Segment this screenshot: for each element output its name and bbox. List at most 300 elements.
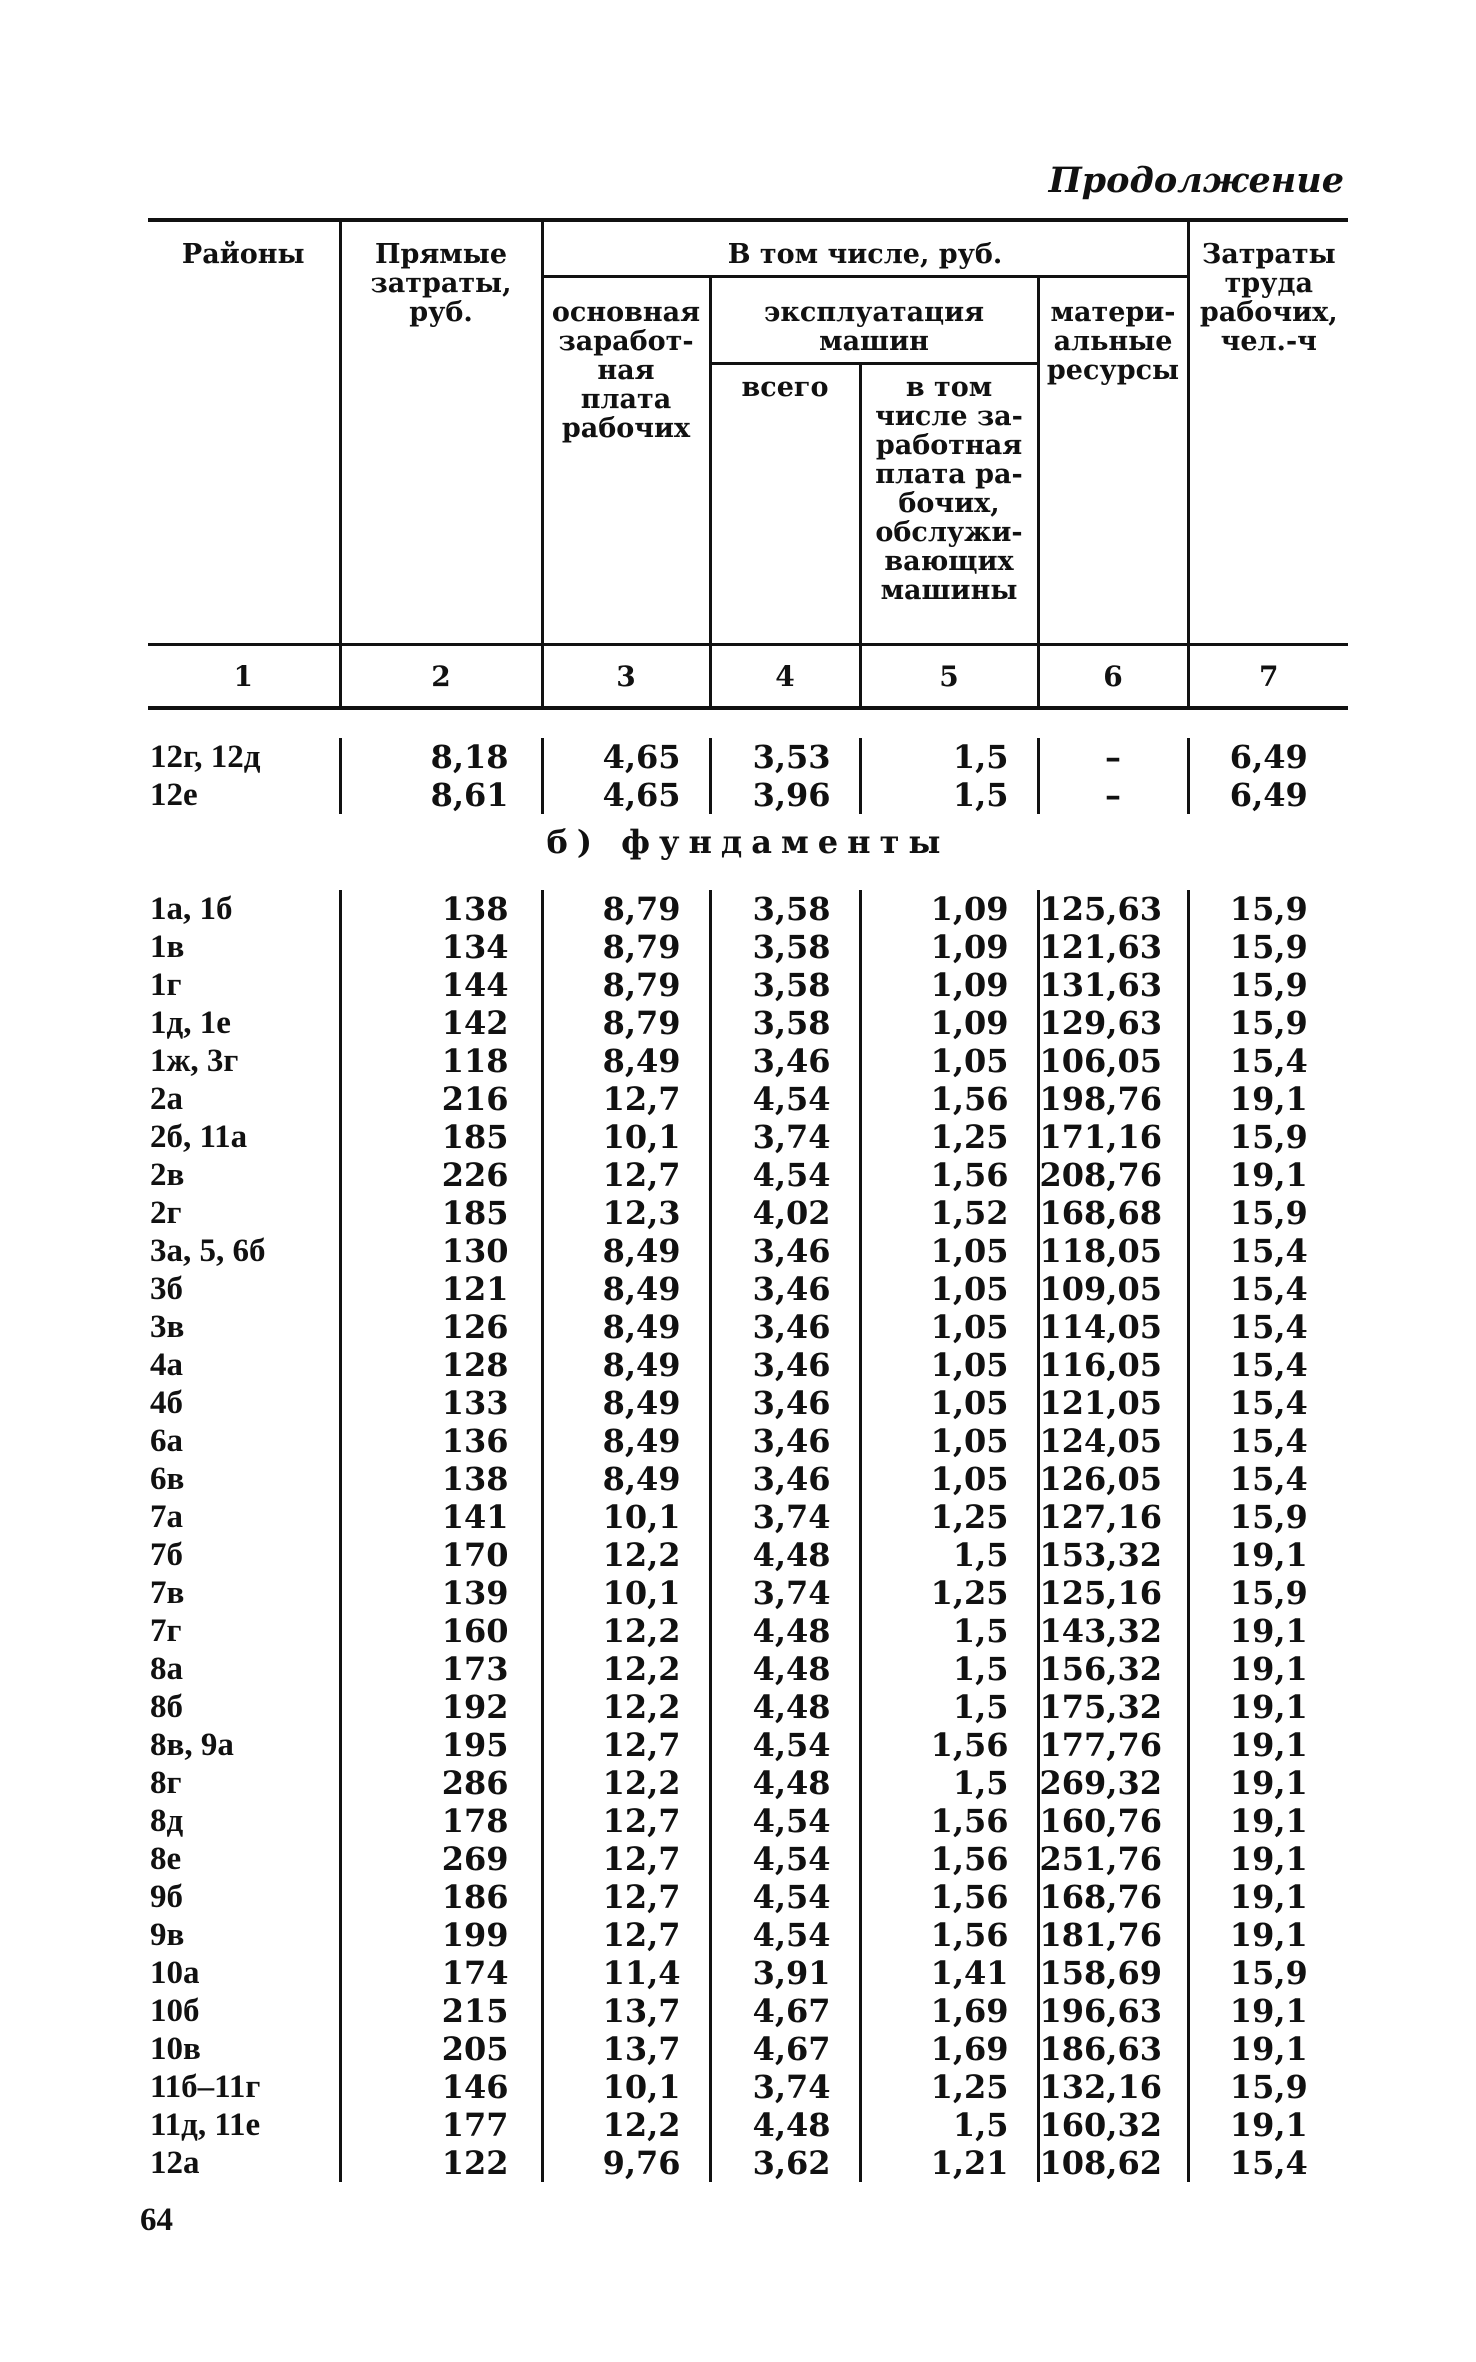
- cell-direct-cost: 185: [340, 1194, 542, 1232]
- cell-labor-hours: 19,1: [1188, 1992, 1348, 2030]
- cell-labor-hours: 19,1: [1188, 1080, 1348, 1118]
- cell-machine-wage: 1,5: [860, 1764, 1038, 1802]
- cell-region: 12е: [150, 777, 198, 813]
- page-number: 64: [140, 2202, 173, 2238]
- cell-materials: 131,63: [1038, 966, 1188, 1004]
- cell-machine-total: 4,48: [710, 1536, 860, 1574]
- cell-labor-hours: 19,1: [1188, 1536, 1348, 1574]
- cell-machine-wage: 1,05: [860, 1308, 1038, 1346]
- cell-region: 7г: [150, 1613, 182, 1649]
- cell-labor-hours: 15,4: [1188, 1346, 1348, 1384]
- cell-materials: 168,76: [1038, 1878, 1188, 1916]
- cell-machine-total: 3,58: [710, 966, 860, 1004]
- cell-base-wage: 8,79: [542, 928, 710, 966]
- cell-machine-wage: 1,05: [860, 1346, 1038, 1384]
- cell-region: 2а: [150, 1081, 183, 1117]
- cell-machine-wage: 1,5: [860, 776, 1038, 814]
- cell-base-wage: 12,7: [542, 1080, 710, 1118]
- cell-base-wage: 12,7: [542, 1802, 710, 1840]
- cell-labor-hours: 19,1: [1188, 1612, 1348, 1650]
- cell-region: 11б–11г: [150, 2069, 261, 2105]
- cell-machine-total: 3,46: [710, 1384, 860, 1422]
- cell-materials: 132,16: [1038, 2068, 1188, 2106]
- cell-direct-cost: 173: [340, 1650, 542, 1688]
- cell-region: 2в: [150, 1157, 185, 1193]
- cell-base-wage: 8,49: [542, 1384, 710, 1422]
- cell-labor-hours: 15,4: [1188, 2144, 1348, 2182]
- cell-region: 1в: [150, 929, 185, 965]
- cell-machine-total: 4,02: [710, 1194, 860, 1232]
- cell-materials: 114,05: [1038, 1308, 1188, 1346]
- cell-base-wage: 12,2: [542, 1650, 710, 1688]
- cell-base-wage: 12,3: [542, 1194, 710, 1232]
- cell-base-wage: 10,1: [542, 1118, 710, 1156]
- cell-direct-cost: 195: [340, 1726, 542, 1764]
- cell-labor-hours: 19,1: [1188, 1916, 1348, 1954]
- cell-region: 6а: [150, 1423, 183, 1459]
- cell-labor-hours: 15,9: [1188, 928, 1348, 966]
- table-row: [148, 966, 1348, 1004]
- cell-machine-wage: 1,56: [860, 1802, 1038, 1840]
- cell-materials: 121,63: [1038, 928, 1188, 966]
- cell-region: 8г: [150, 1765, 182, 1801]
- cell-machine-total: 4,67: [710, 1992, 860, 2030]
- cell-materials: 269,32: [1038, 1764, 1188, 1802]
- cell-machine-wage: 1,09: [860, 1004, 1038, 1042]
- cell-labor-hours: 6,49: [1188, 776, 1348, 814]
- cell-materials: 181,76: [1038, 1916, 1188, 1954]
- cell-machine-wage: 1,05: [860, 1042, 1038, 1080]
- cell-materials: 160,76: [1038, 1802, 1188, 1840]
- header-materials: матери-альные ресурсы: [1038, 277, 1188, 645]
- cell-machine-total: 3,53: [710, 738, 860, 776]
- cell-labor-hours: 15,4: [1188, 1270, 1348, 1308]
- cell-materials: 208,76: [1038, 1156, 1188, 1194]
- cell-machine-wage: 1,05: [860, 1384, 1038, 1422]
- cell-base-wage: 10,1: [542, 2068, 710, 2106]
- cell-machine-total: 3,58: [710, 928, 860, 966]
- cell-machine-total: 4,54: [710, 1840, 860, 1878]
- cell-machine-wage: 1,05: [860, 1270, 1038, 1308]
- cell-materials: –: [1038, 776, 1188, 814]
- cell-materials: 143,32: [1038, 1612, 1188, 1650]
- cell-direct-cost: 142: [340, 1004, 542, 1042]
- cell-materials: 125,63: [1038, 890, 1188, 928]
- cell-direct-cost: 133: [340, 1384, 542, 1422]
- cell-direct-cost: 192: [340, 1688, 542, 1726]
- cell-base-wage: 8,49: [542, 1232, 710, 1270]
- table-row: [148, 1878, 1348, 1916]
- section-title: б) фундаменты: [546, 823, 950, 861]
- cell-labor-hours: 19,1: [1188, 1802, 1348, 1840]
- cell-machine-total: 3,91: [710, 1954, 860, 1992]
- table-row: [148, 1118, 1348, 1156]
- cell-base-wage: 12,2: [542, 1764, 710, 1802]
- cell-machine-total: 4,48: [710, 1764, 860, 1802]
- cell-materials: 168,68: [1038, 1194, 1188, 1232]
- cell-base-wage: 12,2: [542, 1688, 710, 1726]
- table-row: [148, 1764, 1348, 1802]
- col-number: 7: [1188, 645, 1348, 709]
- cell-region: 2б, 11а: [150, 1119, 248, 1155]
- cell-direct-cost: 136: [340, 1422, 542, 1460]
- cell-labor-hours: 15,4: [1188, 1308, 1348, 1346]
- cell-labor-hours: 15,9: [1188, 1498, 1348, 1536]
- cell-materials: 106,05: [1038, 1042, 1188, 1080]
- cell-machine-wage: 1,56: [860, 1080, 1038, 1118]
- col-number: 4: [710, 645, 860, 709]
- cell-machine-total: 4,48: [710, 2106, 860, 2144]
- table-row: [148, 2030, 1348, 2068]
- col-number: 5: [860, 645, 1038, 709]
- cell-materials: 127,16: [1038, 1498, 1188, 1536]
- cell-machine-wage: 1,25: [860, 1118, 1038, 1156]
- cell-machine-wage: 1,05: [860, 1232, 1038, 1270]
- cell-machine-total: 3,74: [710, 2068, 860, 2106]
- cell-machine-wage: 1,09: [860, 890, 1038, 928]
- cell-materials: 158,69: [1038, 1954, 1188, 1992]
- col-number: 6: [1038, 645, 1188, 709]
- cell-machine-wage: 1,05: [860, 1422, 1038, 1460]
- cell-machine-wage: 1,56: [860, 1840, 1038, 1878]
- header-labor-costs: Затраты труда рабочих, чел.-ч: [1188, 220, 1348, 645]
- cell-machine-total: 3,74: [710, 1498, 860, 1536]
- cell-machine-wage: 1,25: [860, 2068, 1038, 2106]
- cell-direct-cost: 215: [340, 1992, 542, 2030]
- cell-machine-total: 3,96: [710, 776, 860, 814]
- cell-labor-hours: 15,9: [1188, 1574, 1348, 1612]
- table-row: [148, 1004, 1348, 1042]
- table-row: [148, 1916, 1348, 1954]
- cell-machine-wage: 1,41: [860, 1954, 1038, 1992]
- cell-region: 8д: [150, 1803, 184, 1839]
- cell-materials: 108,62: [1038, 2144, 1188, 2182]
- col-number: 1: [148, 645, 340, 709]
- cell-machine-total: 4,54: [710, 1156, 860, 1194]
- cell-machine-wage: 1,5: [860, 1688, 1038, 1726]
- cell-base-wage: 12,7: [542, 1878, 710, 1916]
- cell-direct-cost: 146: [340, 2068, 542, 2106]
- cell-region: 8б: [150, 1689, 183, 1725]
- cell-region: 10б: [150, 1993, 200, 2029]
- cell-direct-cost: 128: [340, 1346, 542, 1384]
- cell-materials: 171,16: [1038, 1118, 1188, 1156]
- cell-machine-total: 3,46: [710, 1422, 860, 1460]
- cell-labor-hours: 19,1: [1188, 1726, 1348, 1764]
- cell-base-wage: 9,76: [542, 2144, 710, 2182]
- cell-materials: 198,76: [1038, 1080, 1188, 1118]
- table-row: [148, 1460, 1348, 1498]
- cell-direct-cost: 8,61: [340, 776, 542, 814]
- table-row: [148, 2106, 1348, 2144]
- cell-machine-total: 3,74: [710, 1574, 860, 1612]
- cell-machine-total: 3,46: [710, 1232, 860, 1270]
- cell-machine-wage: 1,09: [860, 966, 1038, 1004]
- table-row: [148, 1232, 1348, 1270]
- cell-labor-hours: 19,1: [1188, 2030, 1348, 2068]
- cell-machine-total: 4,54: [710, 1802, 860, 1840]
- cell-base-wage: 4,65: [542, 776, 710, 814]
- cell-materials: 116,05: [1038, 1346, 1188, 1384]
- cell-direct-cost: 170: [340, 1536, 542, 1574]
- cell-base-wage: 13,7: [542, 2030, 710, 2068]
- cell-materials: 121,05: [1038, 1384, 1188, 1422]
- cell-labor-hours: 6,49: [1188, 738, 1348, 776]
- cell-labor-hours: 15,4: [1188, 1384, 1348, 1422]
- cell-machine-total: 3,46: [710, 1308, 860, 1346]
- table-row: [148, 1080, 1348, 1118]
- table-row: [148, 1688, 1348, 1726]
- cell-materials: 124,05: [1038, 1422, 1188, 1460]
- cell-region: 7в: [150, 1575, 185, 1611]
- table-header: [148, 220, 1348, 708]
- cell-region: 10а: [150, 1955, 200, 1991]
- cell-region: 4б: [150, 1385, 183, 1421]
- cell-base-wage: 12,2: [542, 1536, 710, 1574]
- cell-region: 1г: [150, 967, 182, 1003]
- cell-labor-hours: 15,9: [1188, 2068, 1348, 2106]
- cell-labor-hours: 15,9: [1188, 1954, 1348, 1992]
- cell-direct-cost: 199: [340, 1916, 542, 1954]
- cell-region: 3а, 5, 6б: [150, 1233, 266, 1269]
- section-a-body: [148, 708, 1348, 814]
- cell-direct-cost: 139: [340, 1574, 542, 1612]
- cell-machine-total: 3,58: [710, 890, 860, 928]
- cell-labor-hours: 15,9: [1188, 890, 1348, 928]
- table-row: [148, 1498, 1348, 1536]
- table-row: [148, 1422, 1348, 1460]
- cell-direct-cost: 138: [340, 890, 542, 928]
- cell-materials: 175,32: [1038, 1688, 1188, 1726]
- cell-labor-hours: 15,9: [1188, 1004, 1348, 1042]
- cell-machine-total: 3,46: [710, 1270, 860, 1308]
- cell-machine-total: 3,46: [710, 1460, 860, 1498]
- header-machine-operation: эксплуатация машин: [710, 277, 1038, 364]
- cell-materials: 156,32: [1038, 1650, 1188, 1688]
- table-row: [148, 1384, 1348, 1422]
- table-row: [148, 1346, 1348, 1384]
- cell-region: 8е: [150, 1841, 182, 1877]
- table-row: [148, 1612, 1348, 1650]
- cell-direct-cost: 178: [340, 1802, 542, 1840]
- cell-base-wage: 4,65: [542, 738, 710, 776]
- cell-region: 12а: [150, 2145, 200, 2181]
- cell-region: 1д, 1е: [150, 1005, 231, 1041]
- cell-region: 1ж, 3г: [150, 1043, 239, 1079]
- cell-direct-cost: 121: [340, 1270, 542, 1308]
- cell-materials: 129,63: [1038, 1004, 1188, 1042]
- cell-direct-cost: 186: [340, 1878, 542, 1916]
- cell-labor-hours: 19,1: [1188, 1764, 1348, 1802]
- cell-labor-hours: 15,4: [1188, 1232, 1348, 1270]
- table-row: [148, 928, 1348, 966]
- cell-base-wage: 12,7: [542, 1916, 710, 1954]
- cell-direct-cost: 134: [340, 928, 542, 966]
- cell-direct-cost: 118: [340, 1042, 542, 1080]
- cell-base-wage: 8,49: [542, 1270, 710, 1308]
- cell-materials: 109,05: [1038, 1270, 1188, 1308]
- cell-base-wage: 12,7: [542, 1840, 710, 1878]
- cell-machine-wage: 1,5: [860, 1612, 1038, 1650]
- cell-region: 9б: [150, 1879, 183, 1915]
- cell-machine-wage: 1,5: [860, 738, 1038, 776]
- table-row: [148, 1992, 1348, 2030]
- cell-machine-total: 3,74: [710, 1118, 860, 1156]
- cell-materials: 118,05: [1038, 1232, 1188, 1270]
- cell-machine-total: 4,48: [710, 1650, 860, 1688]
- cell-base-wage: 12,2: [542, 1612, 710, 1650]
- cell-labor-hours: 15,9: [1188, 1118, 1348, 1156]
- table-row: [148, 776, 1348, 814]
- table-row: [148, 1726, 1348, 1764]
- cell-region: 2г: [150, 1195, 182, 1231]
- cell-base-wage: 13,7: [542, 1992, 710, 2030]
- cell-base-wage: 11,4: [542, 1954, 710, 1992]
- section-b-heading: [148, 814, 1348, 870]
- cost-table: [148, 218, 1348, 2182]
- cell-direct-cost: 174: [340, 1954, 542, 1992]
- cell-machine-total: 4,48: [710, 1688, 860, 1726]
- continuation-label: Продолжение: [1048, 160, 1344, 201]
- cell-region: 7а: [150, 1499, 183, 1535]
- cell-base-wage: 12,2: [542, 2106, 710, 2144]
- table-row: [148, 2144, 1348, 2182]
- table-row: [148, 1156, 1348, 1194]
- cell-machine-wage: 1,56: [860, 1878, 1038, 1916]
- cell-direct-cost: 205: [340, 2030, 542, 2068]
- cell-machine-total: 3,46: [710, 1346, 860, 1384]
- cell-region: 7б: [150, 1537, 183, 1573]
- cell-direct-cost: 130: [340, 1232, 542, 1270]
- cell-direct-cost: 216: [340, 1080, 542, 1118]
- table-row: [148, 2068, 1348, 2106]
- cell-machine-wage: 1,5: [860, 1536, 1038, 1574]
- cell-direct-cost: 185: [340, 1118, 542, 1156]
- cell-machine-wage: 1,56: [860, 1916, 1038, 1954]
- cell-region: 3в: [150, 1309, 185, 1345]
- cell-labor-hours: 15,4: [1188, 1460, 1348, 1498]
- cell-base-wage: 12,7: [542, 1726, 710, 1764]
- cell-base-wage: 10,1: [542, 1574, 710, 1612]
- cell-machine-total: 3,46: [710, 1042, 860, 1080]
- table-row: [148, 1536, 1348, 1574]
- cell-materials: 196,63: [1038, 1992, 1188, 2030]
- cell-machine-wage: 1,25: [860, 1498, 1038, 1536]
- cell-direct-cost: 122: [340, 2144, 542, 2182]
- cell-labor-hours: 15,4: [1188, 1042, 1348, 1080]
- cell-base-wage: 8,49: [542, 1422, 710, 1460]
- header-regions: Районы: [148, 220, 340, 645]
- cell-labor-hours: 19,1: [1188, 1156, 1348, 1194]
- table-row: [148, 1042, 1348, 1080]
- cell-region: 6в: [150, 1461, 185, 1497]
- table-row: [148, 1270, 1348, 1308]
- cell-materials: 125,16: [1038, 1574, 1188, 1612]
- cell-direct-cost: 141: [340, 1498, 542, 1536]
- cell-machine-total: 4,54: [710, 1878, 860, 1916]
- cell-direct-cost: 144: [340, 966, 542, 1004]
- cell-materials: 186,63: [1038, 2030, 1188, 2068]
- cell-labor-hours: 19,1: [1188, 1840, 1348, 1878]
- cell-labor-hours: 19,1: [1188, 1688, 1348, 1726]
- header-total: всего: [710, 364, 860, 645]
- cell-machine-wage: 1,09: [860, 928, 1038, 966]
- table-row: [148, 1840, 1348, 1878]
- cell-region: 8в, 9а: [150, 1727, 234, 1763]
- cell-region: 10в: [150, 2031, 201, 2067]
- table-row: [148, 1650, 1348, 1688]
- cell-direct-cost: 126: [340, 1308, 542, 1346]
- cell-machine-total: 4,54: [710, 1726, 860, 1764]
- cell-direct-cost: 269: [340, 1840, 542, 1878]
- header-including-wage: в том числе за-работная плата ра-бочих, обслужи-вающих машины: [860, 364, 1038, 645]
- cell-machine-wage: 1,5: [860, 2106, 1038, 2144]
- cell-materials: 251,76: [1038, 1840, 1188, 1878]
- cell-machine-wage: 1,69: [860, 2030, 1038, 2068]
- table-row: [148, 1954, 1348, 1992]
- cell-labor-hours: 19,1: [1188, 1650, 1348, 1688]
- col-number: 2: [340, 645, 542, 709]
- cell-direct-cost: 138: [340, 1460, 542, 1498]
- cell-region: 1а, 1б: [150, 891, 233, 927]
- cell-direct-cost: 160: [340, 1612, 542, 1650]
- table-row: [148, 890, 1348, 928]
- cell-machine-wage: 1,56: [860, 1726, 1038, 1764]
- cell-base-wage: 8,49: [542, 1042, 710, 1080]
- cell-machine-total: 4,48: [710, 1612, 860, 1650]
- cell-machine-wage: 1,52: [860, 1194, 1038, 1232]
- cost-table-container: [148, 218, 1348, 2182]
- section-b-body: [148, 870, 1348, 2182]
- cell-base-wage: 8,49: [542, 1308, 710, 1346]
- cell-machine-total: 4,54: [710, 1080, 860, 1118]
- cell-region: 12г, 12д: [150, 739, 261, 775]
- cell-machine-wage: 1,05: [860, 1460, 1038, 1498]
- cell-machine-wage: 1,25: [860, 1574, 1038, 1612]
- cell-direct-cost: 286: [340, 1764, 542, 1802]
- cell-materials: –: [1038, 738, 1188, 776]
- header-including: В том числе, руб.: [542, 220, 1188, 277]
- cell-direct-cost: 177: [340, 2106, 542, 2144]
- cell-region: 11д, 11е: [150, 2107, 261, 2143]
- cell-machine-total: 4,54: [710, 1916, 860, 1954]
- cell-labor-hours: 15,4: [1188, 1422, 1348, 1460]
- cell-machine-total: 4,67: [710, 2030, 860, 2068]
- cell-materials: 160,32: [1038, 2106, 1188, 2144]
- table-row: [148, 738, 1348, 776]
- col-number: 3: [542, 645, 710, 709]
- cell-machine-total: 3,58: [710, 1004, 860, 1042]
- header-direct-costs: Прямые затраты, руб.: [340, 220, 542, 645]
- table-row: [148, 1574, 1348, 1612]
- cell-region: 8а: [150, 1651, 183, 1687]
- cell-direct-cost: 226: [340, 1156, 542, 1194]
- cell-machine-total: 3,62: [710, 2144, 860, 2182]
- table-row: [148, 1802, 1348, 1840]
- cell-materials: 153,32: [1038, 1536, 1188, 1574]
- cell-base-wage: 8,79: [542, 1004, 710, 1042]
- cell-base-wage: 8,49: [542, 1346, 710, 1384]
- table-row: [148, 1194, 1348, 1232]
- table-row: [148, 1308, 1348, 1346]
- header-base-wage: основная заработ-ная плата рабочих: [542, 277, 710, 645]
- cell-base-wage: 10,1: [542, 1498, 710, 1536]
- cell-base-wage: 8,79: [542, 966, 710, 1004]
- cell-region: 3б: [150, 1271, 183, 1307]
- cell-machine-wage: 1,21: [860, 2144, 1038, 2182]
- cell-base-wage: 8,49: [542, 1460, 710, 1498]
- cell-machine-wage: 1,5: [860, 1650, 1038, 1688]
